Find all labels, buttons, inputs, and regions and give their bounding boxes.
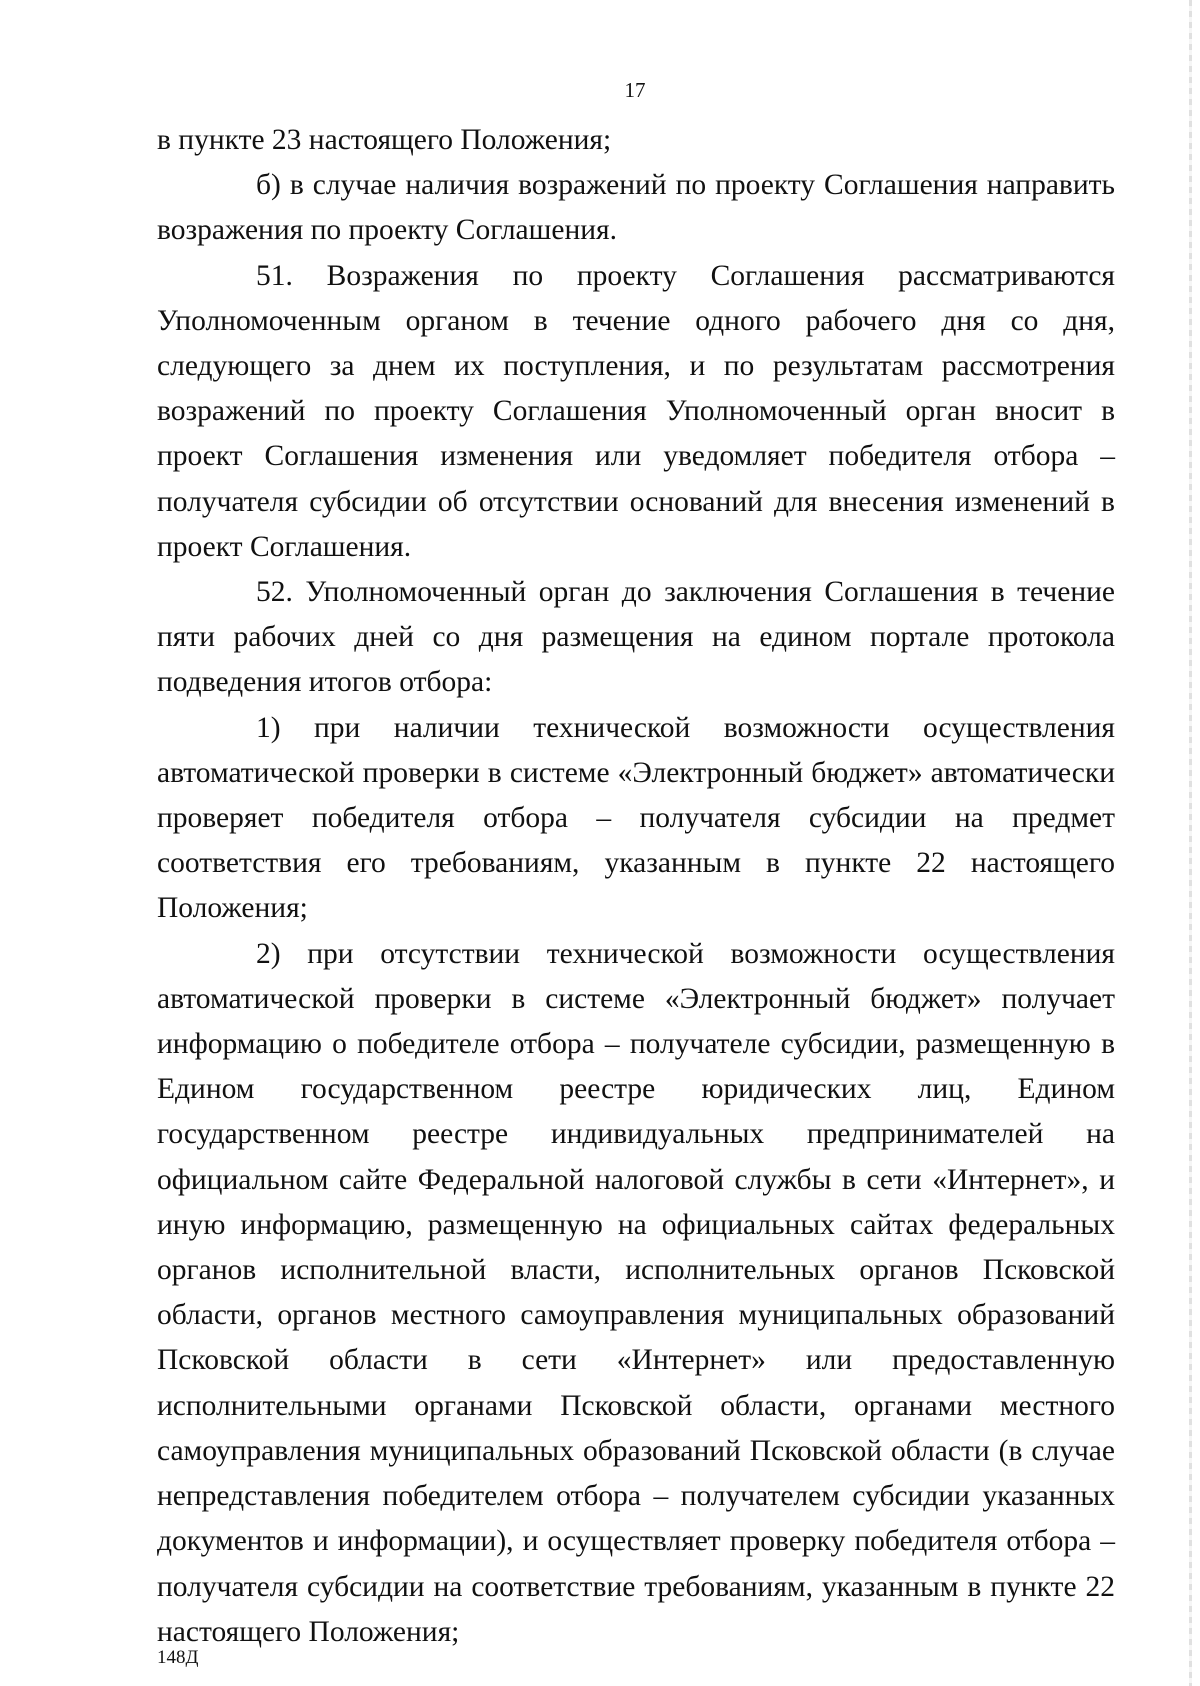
scan-edge-artifact bbox=[1189, 0, 1192, 1686]
paragraph-subitem-b: б) в случае наличия возражений по проекту Соглашения направить возражения по проекту Соглашения. bbox=[157, 169, 1115, 247]
footer-document-code: 148Д bbox=[157, 1647, 199, 1668]
paragraph-51: 51. Возражения по проекту Соглашения рассматриваются Уполномоченным органом в течение одного рабочего дня со дня, следующего за днем их поступления, и по результатам рассмотрения возражений по проекту Соглашения Уполномоченный орган вносит в проект Соглашения изменения или уведомляет победителя отбора – получателя субсидии об отсутствии оснований для внесения изменений в проект Соглашения. bbox=[157, 259, 1115, 563]
paragraph-52-item-1: 1) при наличии технической возможности осуществления автоматической проверки в системе «Электронный бюджет» автоматически проверяет победителя отбора – получателя субсидии на предмет соответствия его требованиям, указанным в пункте 22 настоящего Положения; bbox=[157, 711, 1115, 925]
paragraph-continuation: в пункте 23 настоящего Положения; bbox=[157, 124, 612, 156]
page-number: 17 bbox=[624, 78, 646, 102]
paragraph-52: 52. Уполномоченный орган до заключения Соглашения в течение пяти рабочих дней со дня размещения на едином портале протокола подведения итогов отбора: bbox=[157, 576, 1115, 699]
document-body bbox=[157, 118, 1115, 1655]
paragraph-52-item-2: 2) при отсутствии технической возможности осуществления автоматической проверки в системе «Электронный бюджет» получает информацию о победителе отбора – получателе субсидии, размещенную в Едином государственном реестре юридических лиц, Едином государственном реестре индивидуальных предпринимателей на официальном сайте Федеральной налоговой службы в сети «Интернет», и иную информацию, размещенную на официальных сайтах федеральных органов исполнительной власти, исполнительных органов Псковской области, органов местного самоуправления муниципальных образований Псковской области в сети «Интернет» или предоставленную исполнительными органами Псковской области, органами местного самоуправления муниципальных образований Псковской области (в случае непредставления победителем отбора – получателем субсидии указанных документов и информации), и осуществляет проверку победителя отбора – получателя субсидии на соответствие требованиям, указанным в пункте 22 настоящего Положения; bbox=[157, 937, 1115, 1648]
